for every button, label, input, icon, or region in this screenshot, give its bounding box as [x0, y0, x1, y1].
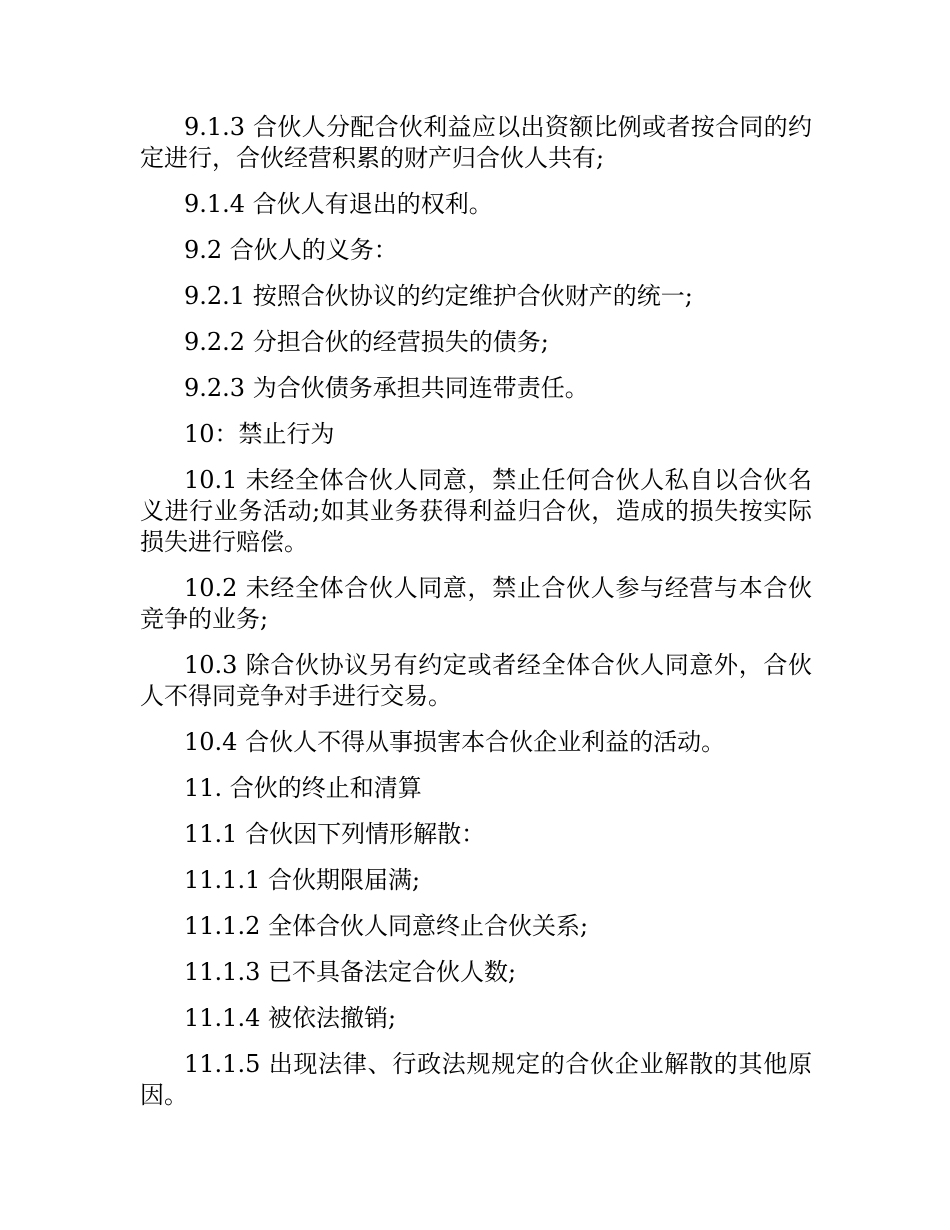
paragraph-9-1-3: 9.1.3 合伙人分配合伙利益应以出资额比例或者按合同的约定进行，合伙经营积累的财产归合伙人共有;: [140, 113, 812, 172]
paragraph-9-2-1: 9.2.1 按照合伙协议的约定维护合伙财产的统一;: [184, 282, 693, 310]
paragraph-9-2: 9.2 合伙人的义务：: [184, 236, 398, 264]
paragraph-10-4: 10.4 合伙人不得从事损害本合伙企业利益的活动。: [184, 728, 726, 756]
paragraph-9-2-2: 9.2.2 分担合伙的经营损失的债务;: [184, 328, 549, 356]
paragraph-11-1-4: 11.1.4 被依法撤销;: [184, 1004, 397, 1032]
paragraph-11-1-1: 11.1.1 合伙期限届满;: [184, 866, 421, 894]
document-page: [140, 112, 812, 1126]
section-heading-11: 11. 合伙的终止和清算: [184, 774, 422, 802]
paragraph-9-1-4: 9.1.4 合伙人有退出的权利。: [184, 190, 493, 218]
paragraph-11-1-3: 11.1.3 已不具备法定合伙人数;: [184, 958, 517, 986]
paragraph-10-1: 10.1 未经全体合伙人同意，禁止任何合伙人私自以合伙名义进行业务活动;如其业务获得利益归合伙，造成的损失按实际损失进行赔偿。: [140, 466, 812, 556]
section-heading-10: 10：禁止行为: [184, 420, 335, 448]
paragraph-9-2-3: 9.2.3 为合伙债务承担共同连带责任。: [184, 374, 589, 402]
paragraph-11-1-2: 11.1.2 全体合伙人同意终止合伙关系;: [184, 912, 589, 940]
paragraph-11-1-5: 11.1.5 出现法律、行政法规规定的合伙企业解散的其他原因。: [140, 1050, 812, 1109]
paragraph-10-2: 10.2 未经全体合伙人同意，禁止合伙人参与经营与本合伙竞争的业务;: [140, 574, 812, 633]
paragraph-10-3: 10.3 除合伙协议另有约定或者经全体合伙人同意外，合伙人不得同竞争对手进行交易。: [140, 651, 812, 710]
paragraph-11-1: 11.1 合伙因下列情形解散：: [184, 820, 486, 848]
